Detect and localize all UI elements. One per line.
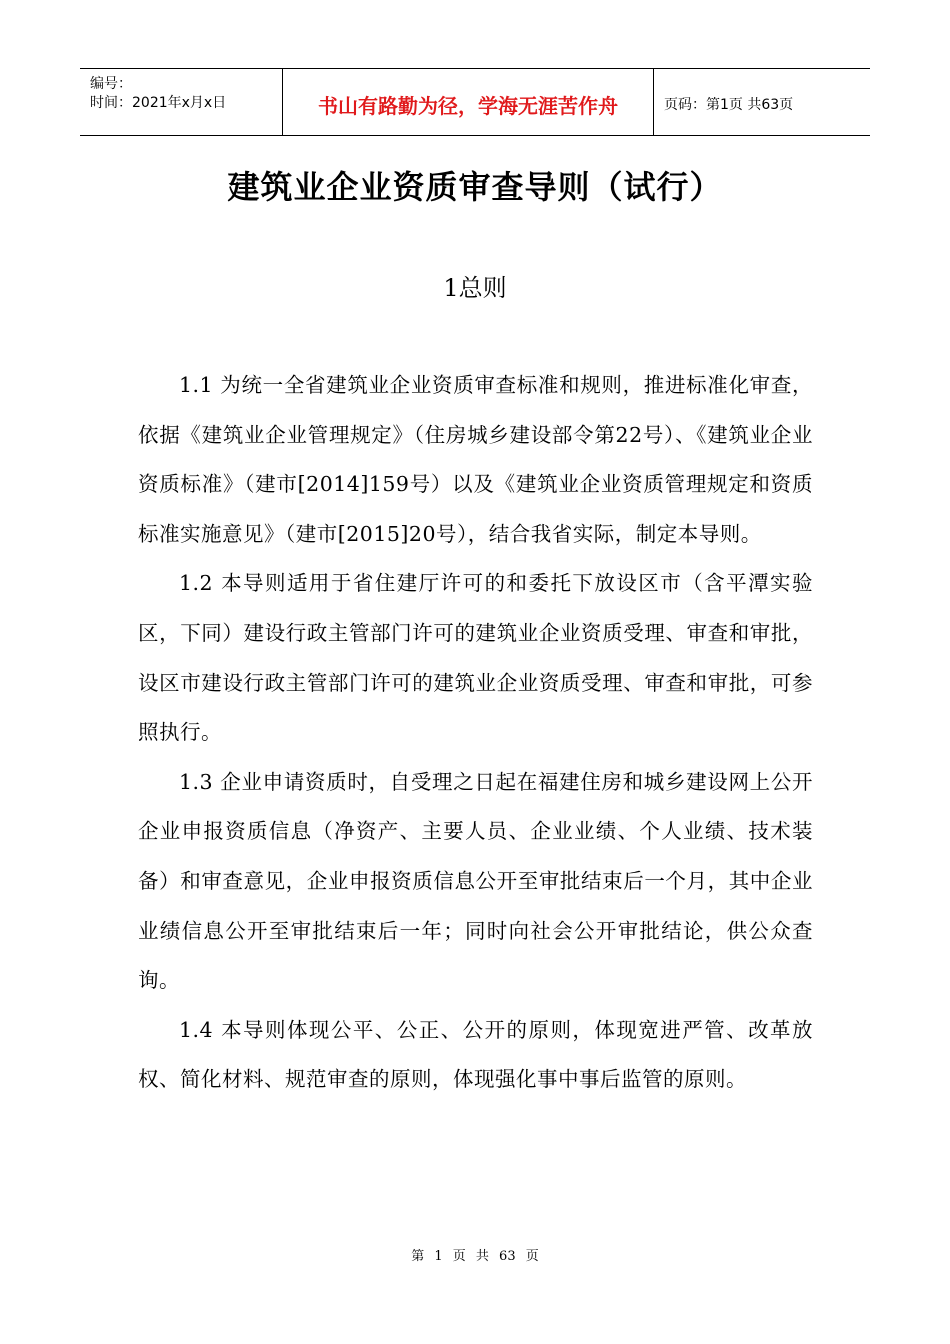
page-header-table [80,68,870,136]
paragraph-1-3: 1.3 企业申请资质时，自受理之日起在福建住房和城乡建设网上公开企业申报资质信息（净资产、主要人员、企业业绩、个人业绩、技术装备）和审查意见，企业申报资质信息公开至审批结束后一个月，其中企业业绩信息公开至审批结束后一年；同时向社会公开审批结论，供公众查询。 [138,769,813,993]
document-time-label: 时间：2021年x月x日 [90,95,227,111]
paragraph-1-4: 1.4 本导则体现公平、公正、公开的原则，体现宽进严管、改革放权、简化材料、规范审查的原则，体现强化事中事后监管的原则。 [138,1017,813,1092]
document-number-label: 编号： [90,76,132,92]
paragraph-1-2: 1.2 本导则适用于省住建厅许可的和委托下放设区市（含平潭实验区，下同）建设行政主管部门许可的建筑业企业资质受理、审查和审批，设区市建设行政主管部门许可的建筑业企业资质受理、审查和审批，可参照执行。 [138,571,813,745]
header-page-cell [654,69,870,135]
section-heading: 1总则 [443,274,507,302]
motto-text: 书山有路勤为径，学海无涯苦作舟 [318,93,618,118]
page-footer: 第 1 页 共 63 页 [411,1249,539,1264]
header-meta-cell [80,69,282,135]
document-title: 建筑业企业资质审查导则（试行） [227,168,723,206]
header-motto-cell [282,69,654,135]
document-body [138,361,813,1105]
paragraph-1-1: 1.1 为统一全省建筑业企业资质审查标准和规则，推进标准化审查，依据《建筑业企业管理规定》（住房城乡建设部令第22号）、《建筑业企业资质标准》（建市[2014]159号）以及《建筑业企业资质管理规定和资质标准实施意见》（建市[2015]20号），结合我省实际，制定本导则。 [138,373,813,546]
header-page-info: 页码：第1页 共63页 [664,97,794,113]
